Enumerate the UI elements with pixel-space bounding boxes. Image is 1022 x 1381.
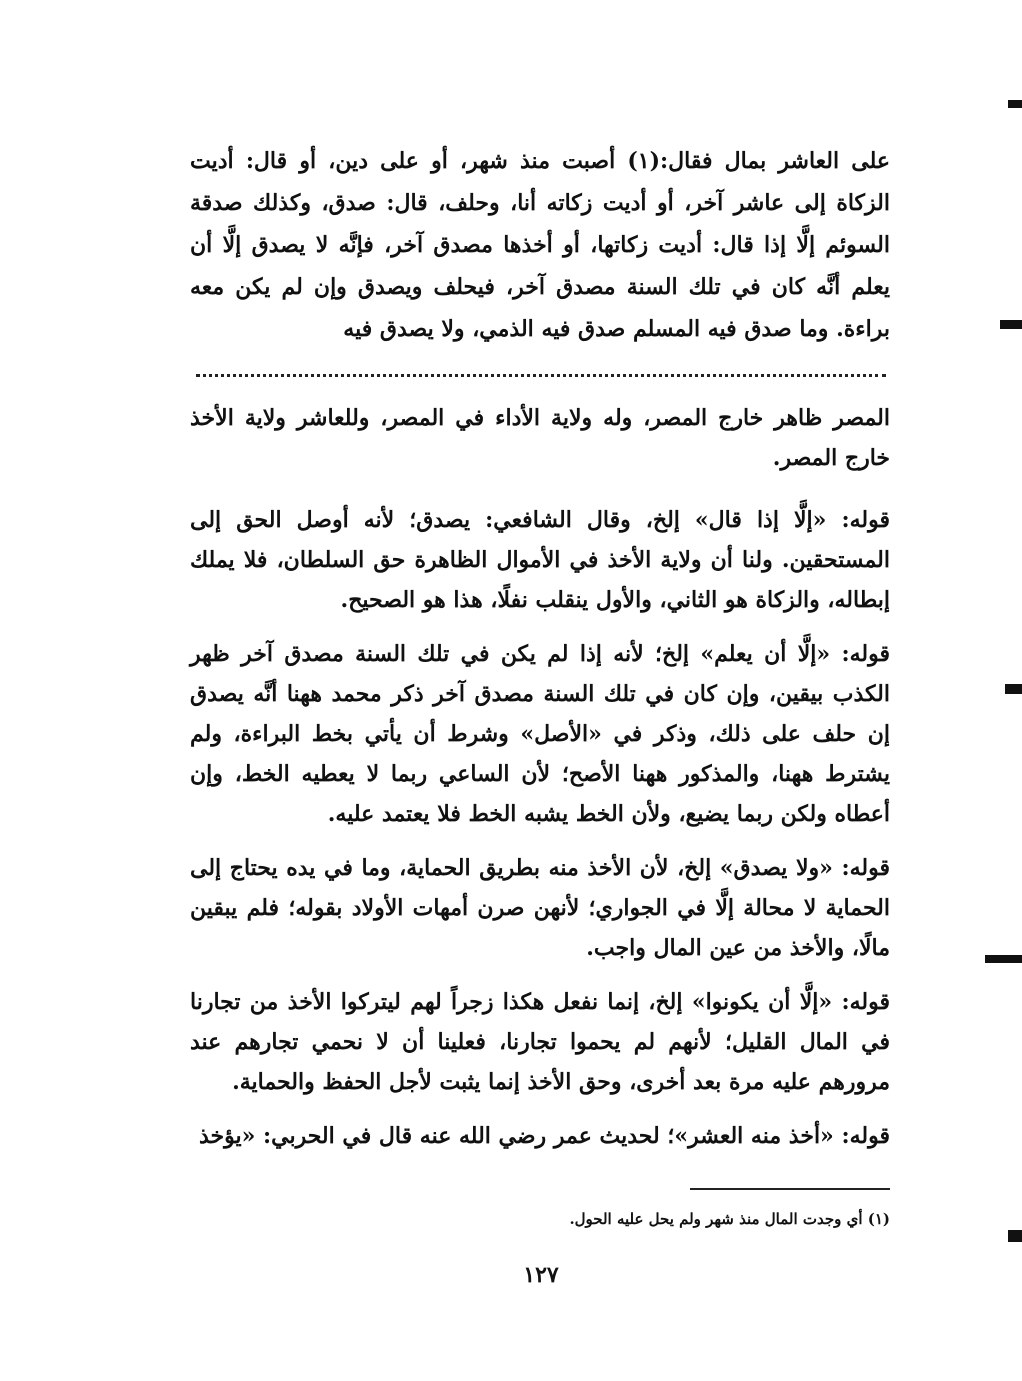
- dotted-separator: [196, 374, 886, 377]
- commentary-keyword: قوله:: [841, 989, 890, 1015]
- scan-edge-mark: [1005, 684, 1022, 694]
- page-number: ١٢٧: [523, 1262, 559, 1288]
- scan-edge-mark: [1000, 320, 1022, 329]
- commentary-keyword: قوله:: [841, 641, 890, 667]
- commentary-paragraph: [190, 848, 890, 968]
- scan-edge-mark: [1008, 1230, 1022, 1242]
- commentary-text: «إلَّا إذا قال» إلخ، وقال الشافعي: يصدق؛ لأنه أوصل الحق إلى المستحقين. ولنا أن ولاية الأخذ في الأموال الظاهرة حق السلطان، فلا يملك إبطاله، والزكاة هو الثاني، والأول ينقلب نفلًا، هذا هو الصحيح.: [190, 507, 890, 613]
- commentary-lead-paragraph: المصر ظاهر خارج المصر، وله ولاية الأداء في المصر، وللعاشر ولاية الأخذ خارج المصر.: [190, 405, 890, 471]
- commentary-text: «ولا يصدق» إلخ، لأن الأخذ منه بطريق الحماية، وما في يده يحتاج إلى الحماية لا محالة إلَّا في الجواري؛ لأنهن صرن أمهات الأولاد بقوله؛ فلم يبقين مالًا، والأخذ من عين المال واجب.: [190, 855, 890, 961]
- commentary-keyword: قوله:: [841, 1123, 890, 1149]
- commentary-paragraph: [190, 500, 890, 620]
- footnote: (١) أي وجدت المال منذ شهر ولم يحل عليه الحول.: [569, 1210, 890, 1228]
- scan-edge-mark: [1008, 100, 1022, 108]
- commentary-section: [190, 398, 890, 1170]
- commentary-keyword: قوله:: [841, 507, 890, 533]
- commentary-keyword: قوله:: [841, 855, 890, 881]
- commentary-paragraph: [190, 1116, 890, 1156]
- commentary-text: «إلَّا أن يكونوا» إلخ، إنما نفعل هكذا زجراً لهم ليتركوا الأخذ من تجارنا في المال القليل؛ لأنهم لم يحموا تجارنا، فعلينا أن لا نحمي تجارهم عند مرورهم عليه مرة بعد أخرى، وحق الأخذ إنما يثبت لأجل الحفظ والحماية.: [190, 989, 890, 1095]
- commentary-paragraph: [190, 634, 890, 834]
- commentary-text: «أخذ منه العشر»؛ لحديث عمر رضي الله عنه قال في الحربي: «يؤخذ: [198, 1123, 834, 1149]
- commentary-paragraph: [190, 982, 890, 1102]
- footnote-rule: [690, 1188, 890, 1190]
- main-text-paragraph: على العاشر بمال فقال:(١) أصبت منذ شهر، أو على دين، أو قال: أديت الزكاة إلى عاشر آخر، أو أديت زكاته أنا، وحلف، قال: صدق، وكذلك صدقة السوئم إلَّا إذا قال: أديت زكاتها، أو أخذها مصدق آخر، فإنَّه لا يصدق إلَّا أن يعلم أنَّه كان في تلك السنة مصدق آخر، فيحلف ويصدق وإن لم يكن معه براءة. وما صدق فيه المسلم صدق فيه الذمي، ولا يصدق فيه: [190, 148, 891, 342]
- commentary-text: «إلَّا أن يعلم» إلخ؛ لأنه إذا لم يكن في تلك السنة مصدق آخر ظهر الكذب بيقين، وإن كان في تلك السنة مصدق آخر ذكر محمد ههنا أنَّه يصدق إن حلف على ذلك، وذكر في «الأصل» وشرط أن يأتي بخط البراءة، ولم يشترط ههنا، والمذكور ههنا الأصح؛ لأن الساعي ربما لا يعطيه الخط، وإن أعطاه ولكن ربما يضيع، ولأن الخط يشبه الخط فلا يعتمد عليه.: [190, 641, 890, 827]
- scan-edge-mark: [985, 955, 1022, 963]
